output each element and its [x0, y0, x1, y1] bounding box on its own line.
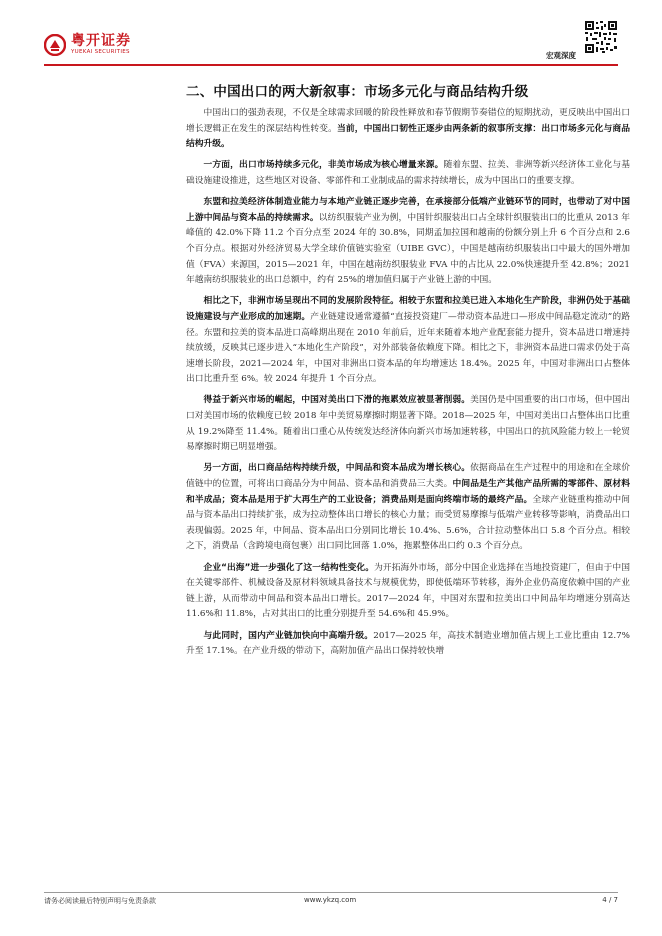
body-text — [186, 106, 630, 665]
document-type-label: 宏观深度 — [546, 51, 576, 60]
section-title: 二、中国出口的两大新叙事：市场多元化与商品结构升级 — [186, 84, 529, 100]
paragraph-5: 得益于新兴市场的崛起，中国对美出口下滑的拖累效应被显著削弱。美国仍是中国重要的出口市场，但中国出口对美国市场的依赖度已较 2018 年中美贸易摩擦时期显著下降。2018—2025 年，中国对美出口占整体出口比重从 19.2%降至 11.4%。随着出口重心从传统发达经济体向新兴市场加速转移，中国出口的抗风险能力较上一轮贸易摩擦时期已明显增强。 — [186, 395, 631, 453]
qr-code-icon — [584, 20, 618, 54]
footer-website-link[interactable]: www.ykzq.com — [304, 896, 357, 904]
paragraph-4: 相比之下，非洲市场呈现出不同的发展阶段特征。相较于东盟和拉美已进入本地化生产阶段，非洲仍处于基础设施建设与产业形成的加速期。产业链建设通常遵循“直接投资建厂—带动资本品进口—形成中间品稳定流动”的路径。东盟和拉美的资本品进口高峰期出现在 2010 年前后，近年来随着本地产业配套能力提升，资本品进口增速持续放缓，反映其已逐步进入“本地化生产阶段”，对外部装备依赖度下降。相比之下，非洲资本品进口需求仍处于高速增长阶段，2021—2024 年，中国对非洲出口资本品的年均增速达 18.4%。2025 年，中国对非洲出口占整体出口比重升至 6%。较 2024 年提升 1 个百分点。 — [186, 296, 630, 385]
logo-cn-text: 粤开证券 — [71, 33, 131, 50]
paragraph-8: 与此同时，国内产业链加快向中高端升级。2017—2025 年，高技术制造业增加值占规上工业比重由 12.7%升至 17.1%。在产业升级的带动下，高附加值产品出口保持较快增 — [186, 630, 631, 657]
logo-mark-icon — [44, 34, 66, 56]
paragraph-1: 中国出口的强劲表现，不仅是全球需求回暖的阶段性释放和春节假期节奏错位的短期扰动，更反映出中国出口增长逻辑正在发生的深层结构性转变。当前，中国出口韧性正逐步由两条新的叙事所支撑：出口市场多元化与商品结构升级。 — [186, 108, 631, 150]
header-divider — [44, 64, 618, 66]
footer-disclaimer-link[interactable]: 请务必阅读最后特别声明与免责条款 — [44, 897, 156, 905]
paragraph-2: 一方面，出口市场持续多元化，非美市场成为核心增量来源。随着东盟、拉美、非洲等新兴经济体工业化与基础设施建设推进，这些地区对设备、零部件和工业制成品的需求持续增长，成为中国出口的重要支撑。 — [186, 160, 630, 186]
page-number: 4 / 7 — [602, 896, 618, 904]
page-header — [0, 0, 662, 76]
paragraph-7: 企业“出海”进一步强化了这一结构性变化。为开拓海外市场，部分中国企业选择在当地投资建厂，但由于中国在关键零部件、机械设备及原材料领域具备技术与规模优势，即使低端环节转移，海外企业仍高度依赖中国的产业链上游，从而带动中间品和资本品出口增长。2017—2024 年，中国对东盟和拉美出口中间品年均增速分别高达 11.6%和 11.8%，占对其出口的比重分别提升至 54.6%和 45.9%。 — [186, 562, 630, 620]
paragraph-6: 另一方面，出口商品结构持续升级，中间品和资本品成为增长核心。依据商品在生产过程中的用途和在全球价值链中的位置，可将出口商品分为中间品、资本品和消费品三大类。中间品是生产其他产品所需的零部件、原材料和半成品；资本品是用于扩大再生产的工业设备；消费品则是面向终端市场的最终产品。全球产业链重构推动中间品与资本品出口持续扩张，成为拉动整体出口增长的核心力量；而受贸易摩擦与低端产业转移等影响，消费品出口表现偏弱。2025 年，中间品、资本品出口分别同比增长 10.4%、5.6%，合计拉动整体出口 5.8 个百分点。相较之下，消费品（含跨境电商包裹）出口同比回落 1.0%，拖累整体出口约 0.3 个百分点。 — [186, 463, 631, 552]
logo-en-text: YUEKAI SECURITIES — [71, 49, 130, 56]
paragraph-3: 东盟和拉美经济体制造业能力与本地产业链正逐步完善，在承接部分低端产业链环节的同时，也带动了对中国上游中间品与资本品的持续需求。以纺织服装产业为例，中国针织服装出口占全球针织服装出口的比重从 2013 年峰值的 42.0%下降 11.2 个百分点至 2024 年的 30.8%，同期孟加拉国和越南的份额分别上升 6 个百分点和 2.6 个百分点。根据对外经济贸易大学全球价值链实验室（UIBE GVC），中国是越南纺织服装出口中最大的国外增加值（FVA）来源国，2015—2021 年，中国在越南纺织服装业 FVA 中的占比从 22.0%快速提升至 42.8%；2021 年越南纺织服装业的出口总额中，约有 25%的增加值归属于产业链上游的中国。 — [186, 197, 630, 286]
company-logo — [44, 34, 131, 56]
footer-divider — [44, 892, 618, 893]
